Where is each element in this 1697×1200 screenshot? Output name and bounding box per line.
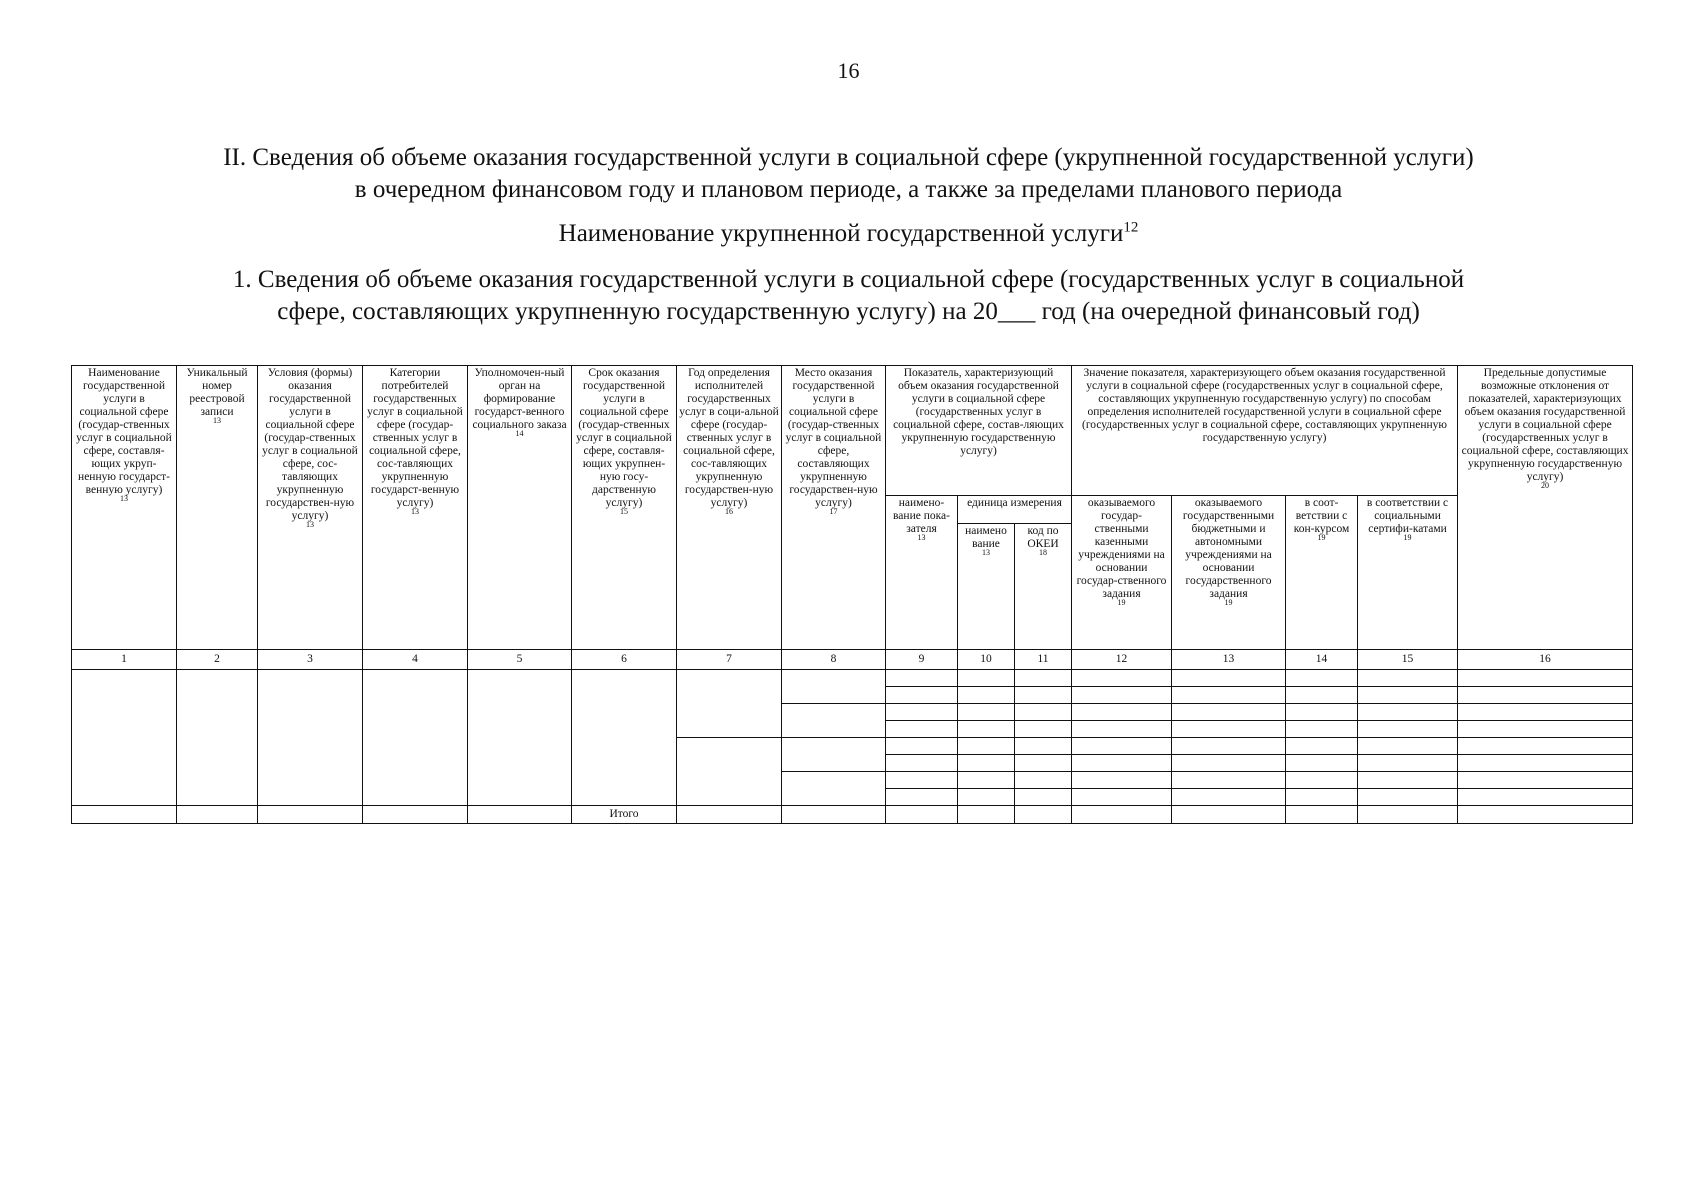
header-conditions: Условия (формы) оказания государственной услуги в социальной сфере (государ-ственных услуг в социальной сфере, сос-тавляющих укрупненную государствен-ную услугу) $^{13}$: [258, 366, 363, 650]
cell[interactable]: [1358, 687, 1458, 704]
column-number: 5: [468, 650, 572, 670]
column-number: 9: [886, 650, 958, 670]
cell[interactable]: [468, 806, 572, 824]
column-number: 3: [258, 650, 363, 670]
cell[interactable]: [677, 806, 782, 824]
cell[interactable]: [1358, 670, 1458, 687]
cell[interactable]: [1358, 806, 1458, 824]
volume-table: [71, 365, 1633, 824]
cell[interactable]: [886, 704, 958, 721]
section-title-line2: в очередном финансовом году и плановом периоде, а также за пределами планового периода: [354, 176, 1343, 203]
cell[interactable]: [1172, 772, 1286, 789]
cell[interactable]: [1286, 755, 1358, 772]
cell[interactable]: [1458, 755, 1633, 772]
cell[interactable]: [1072, 687, 1172, 704]
footnote-ref: 12: [1123, 219, 1139, 236]
total-label: Итого: [572, 806, 677, 824]
header-indicator-name: наимено-вание пока-зателя $^{13}$: [886, 496, 958, 650]
cell[interactable]: [1015, 789, 1072, 806]
cell[interactable]: [1072, 721, 1172, 738]
header-unit-group: единица измерения: [958, 496, 1072, 524]
cell[interactable]: [1172, 704, 1286, 721]
cell[interactable]: [886, 738, 958, 755]
cell[interactable]: [1015, 721, 1072, 738]
cell[interactable]: [1286, 772, 1358, 789]
cell-executor-year[interactable]: [677, 738, 782, 806]
cell[interactable]: [1458, 687, 1633, 704]
cell[interactable]: [177, 806, 258, 824]
cell[interactable]: [886, 772, 958, 789]
column-number-row: [72, 650, 1633, 670]
cell[interactable]: [958, 738, 1015, 755]
cell-executor-year[interactable]: [677, 670, 782, 738]
column-number: 4: [363, 650, 468, 670]
cell[interactable]: [1286, 704, 1358, 721]
cell[interactable]: [886, 687, 958, 704]
cell[interactable]: [1458, 704, 1633, 721]
column-number: 2: [177, 650, 258, 670]
header-unit-name: наимено вание $^{13}$: [958, 524, 1015, 650]
table-row: [72, 670, 1633, 687]
column-number: 15: [1358, 650, 1458, 670]
cell[interactable]: [1458, 670, 1633, 687]
cell[interactable]: [1172, 687, 1286, 704]
cell[interactable]: [1172, 721, 1286, 738]
cell[interactable]: [1015, 755, 1072, 772]
cell[interactable]: [1286, 738, 1358, 755]
cell[interactable]: [1286, 721, 1358, 738]
header-state-institutions: оказываемого государ-ственными казенными учреждениями на основании государ-ственного задания $^{19}$: [1072, 496, 1172, 650]
subsection-title-line2: сфере, составляющих укрупненную государственную услугу) на 20___ год (на очередной финансовый год): [277, 298, 1420, 325]
header-service-term: Срок оказания государственной услуги в социальной сфере (государ-ственных услуг в социальной сфере, составля-ющих укрупнен-ную госу-дарственную услугу) $^{15}$: [572, 366, 677, 650]
service-name-text: Наименование укрупненной государственной услуги: [558, 220, 1124, 247]
cell[interactable]: [1358, 704, 1458, 721]
header-deviations: Предельные допустимые возможные отклонения от показателей, характеризующих объем оказания государственной услуги в социальной сфере (государственных услуг в социальной сфере, составляющих укрупненную государственную услугу) $^{20}$: [1458, 366, 1633, 650]
cell[interactable]: [1358, 789, 1458, 806]
cell-service-name[interactable]: [72, 670, 177, 806]
cell[interactable]: [1458, 738, 1633, 755]
column-number: 16: [1458, 650, 1633, 670]
cell[interactable]: [1015, 806, 1072, 824]
column-number: 13: [1172, 650, 1286, 670]
page-number: 16: [837, 58, 860, 83]
cell[interactable]: [1358, 772, 1458, 789]
cell-conditions[interactable]: [258, 670, 363, 806]
cell[interactable]: [1072, 806, 1172, 824]
section-title: [0, 142, 1697, 206]
cell[interactable]: [958, 772, 1015, 789]
cell[interactable]: [1286, 806, 1358, 824]
cell[interactable]: [958, 687, 1015, 704]
service-name-label: [0, 218, 1697, 250]
cell[interactable]: [1015, 704, 1072, 721]
cell[interactable]: [958, 670, 1015, 687]
header-registry-number: Уникальный номер реестровой записи $^{13}$: [177, 366, 258, 650]
cell[interactable]: [958, 789, 1015, 806]
column-number: 1: [72, 650, 177, 670]
column-number: 7: [677, 650, 782, 670]
subsection-title: [0, 264, 1697, 328]
cell[interactable]: [1072, 704, 1172, 721]
header-service-place: Место оказания государственной услуги в социальной сфере (государ-ственных услуг в социальной сфере, составляющих укрупненную государствен-ную услугу) $^{17}$: [782, 366, 886, 650]
cell[interactable]: [886, 806, 958, 824]
cell-service-place[interactable]: [782, 670, 886, 704]
cell[interactable]: [1072, 738, 1172, 755]
cell[interactable]: [886, 755, 958, 772]
cell[interactable]: [1172, 789, 1286, 806]
cell-service-place[interactable]: [782, 772, 886, 806]
cell[interactable]: [782, 806, 886, 824]
section-title-line1: II. Сведения об объеме оказания государственной услуги в социальной сфере (укрупненной государственной услуги): [223, 144, 1474, 171]
cell[interactable]: [1358, 755, 1458, 772]
cell[interactable]: [958, 806, 1015, 824]
cell[interactable]: [1286, 670, 1358, 687]
cell[interactable]: [1286, 789, 1358, 806]
header-okei-code: код по ОКЕИ $^{18}$: [1015, 524, 1072, 650]
header-service-name: Наименование государственной услуги в социальной сфере (государ-ственных услуг в социальной сфере, составля-ющих укруп-ненную государст-венную услугу) $^{13}$: [72, 366, 177, 650]
header-authorized-body: Уполномочен-ный орган на формирование государст-венного социального заказа $^{14}$: [468, 366, 572, 650]
cell[interactable]: [1458, 789, 1633, 806]
cell[interactable]: [1286, 687, 1358, 704]
cell[interactable]: [1458, 806, 1633, 824]
column-number: 6: [572, 650, 677, 670]
cell[interactable]: [1072, 772, 1172, 789]
header-certificates: в соответствии с социальными сертифи-катами $^{19}$: [1358, 496, 1458, 650]
cell[interactable]: [1172, 806, 1286, 824]
header-budget-institutions: оказываемого государственными бюджетными и автономными учреждениями на основании государственного задания $^{19}$: [1172, 496, 1286, 650]
cell[interactable]: [958, 721, 1015, 738]
cell[interactable]: [1172, 670, 1286, 687]
cell-consumer-categories[interactable]: [363, 670, 468, 806]
cell-service-place[interactable]: [782, 738, 886, 772]
column-number: 10: [958, 650, 1015, 670]
cell[interactable]: [1072, 670, 1172, 687]
header-competition: в соот-ветствии с кон-курсом $^{19}$: [1286, 496, 1358, 650]
cell[interactable]: [1172, 738, 1286, 755]
cell[interactable]: [1358, 721, 1458, 738]
cell[interactable]: [1015, 772, 1072, 789]
cell[interactable]: [1458, 772, 1633, 789]
cell[interactable]: [1015, 670, 1072, 687]
cell[interactable]: [363, 806, 468, 824]
cell[interactable]: [958, 755, 1015, 772]
cell[interactable]: [1072, 755, 1172, 772]
cell[interactable]: [72, 806, 177, 824]
cell[interactable]: [1172, 755, 1286, 772]
cell[interactable]: [958, 704, 1015, 721]
cell-authorized-body[interactable]: [468, 670, 572, 806]
header-consumer-categories: Категории потребителей государственных услуг в социальной сфере (государ-ственных услуг в социальной сфере, сос-тавляющих укрупненную государст-венную услугу) $^{13}$: [363, 366, 468, 650]
cell[interactable]: [258, 806, 363, 824]
cell-service-place[interactable]: [782, 704, 886, 738]
column-number: 14: [1286, 650, 1358, 670]
cell[interactable]: [1015, 738, 1072, 755]
cell[interactable]: [886, 670, 958, 687]
header-executor-year: Год определения исполнителей государственных услуг в соци-альной сфере (государ-ственных услуг в социальной сфере, сос-тавляющих укрупненную государствен-ную услугу) $^{16}$: [677, 366, 782, 650]
cell-service-term[interactable]: [572, 670, 677, 806]
column-number: 8: [782, 650, 886, 670]
subsection-title-line1: 1. Сведения об объеме оказания государственной услуги в социальной сфере (государственных услуг в социальной: [232, 266, 1465, 293]
header-indicator-group: Показатель, характеризующий объем оказания государственной услуги в социальной сфере (государственных услуг в социальной сфере, состав-ляющих укрупненную государственную услугу): [886, 366, 1072, 496]
cell[interactable]: [886, 721, 958, 738]
header-value-group: Значение показателя, характеризующего объем оказания государственной услуги в социальной сфере (государственных услуг в социальной сфере, составляющих укрупненную государственную услугу) по способам определения исполнителей государственной услуги в социальной сфере (государственных услуг в социальной сфере, составляющих укрупненную государственную услугу): [1072, 366, 1458, 496]
cell[interactable]: [886, 789, 958, 806]
cell[interactable]: [1072, 789, 1172, 806]
total-row: [72, 806, 1633, 824]
cell[interactable]: [1358, 738, 1458, 755]
cell[interactable]: [1015, 687, 1072, 704]
column-number: 11: [1015, 650, 1072, 670]
column-number: 12: [1072, 650, 1172, 670]
cell[interactable]: [1458, 721, 1633, 738]
cell-registry-number[interactable]: [177, 670, 258, 806]
